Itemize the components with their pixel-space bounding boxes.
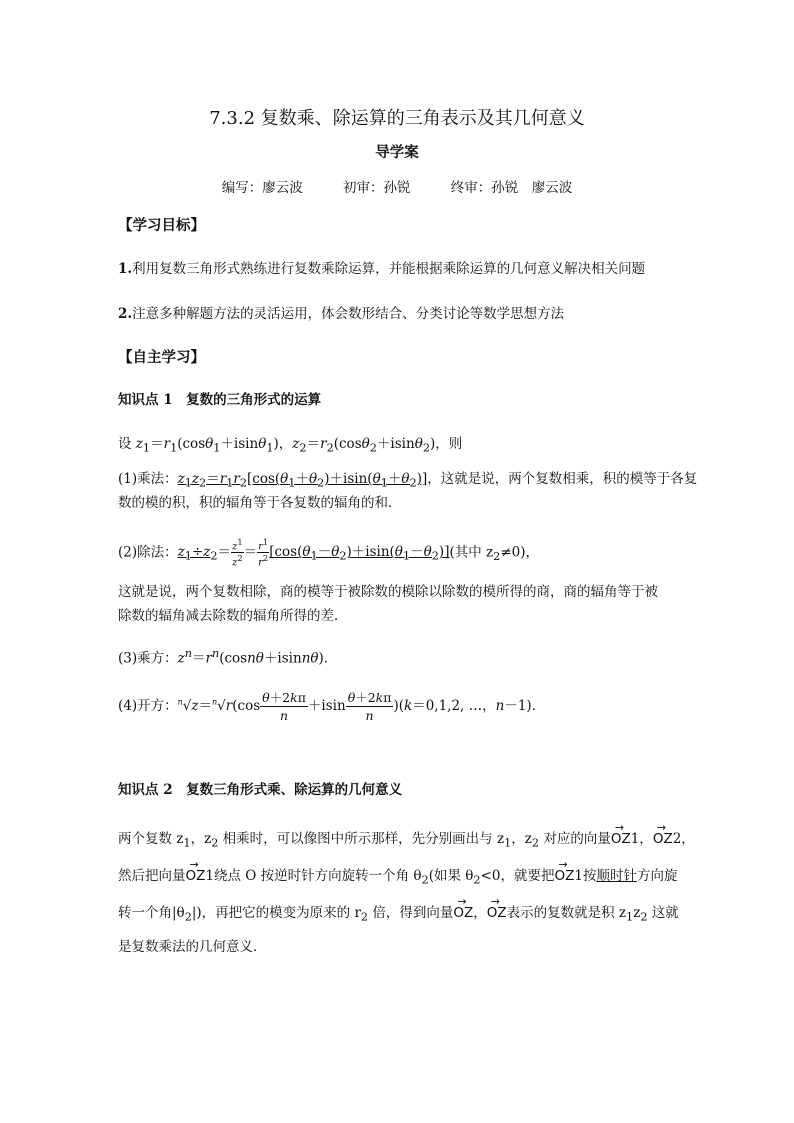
kp1-power: (3)乘方：$z^n=r^n(\cos n\theta+isinn\theta)$．: [118, 647, 338, 667]
kp1-intro: 设 $z_1=r_1(\cos\theta_1+isin\theta_1)$，$z_2=r_2(\cos\theta_2+isin\theta_2)$，则: [118, 436, 463, 455]
kp2-heading: 知识点 2 复数三角形式乘、除运算的几何意义: [118, 782, 403, 798]
kp1-heading: 知识点 1 复数的三角形式的运算: [118, 392, 322, 408]
kp1-root: (4)开方：$^n$√z＝$^n$√r(cos $\frac{\theta+2k\pi}{n}$ ＋isin $\frac{\theta+2k\pi}{n}$ )(k＝0,1,2, …，n－1)．: [118, 690, 546, 723]
kp2-paragraph-line-3: 转一个角$|\theta_2|$)，再把它的模变为原来的 $r_2$ 倍，得到向量→ OZ，→ OZ表示的复数就是积 $z_1z_2$ 这就: [118, 903, 679, 928]
goals-heading: 【学习目标】: [118, 218, 205, 234]
kp1-multiplication-cont: 数的模的积，积的辐角等于各复数的辐角的和．: [118, 495, 402, 511]
goal-item-1: 1.利用复数三角形式熟练进行复数乘除运算，并能根据乘除运算的几何意义解决相关问题: [118, 261, 646, 277]
author-editor: 编写：廖云波: [221, 180, 303, 196]
page-title: 7.3.2 复数乘、除运算的三角表示及其几何意义: [209, 108, 585, 129]
kp1-multiplication: (1)乘法：$z_1z_2=r_1r_2[\cos(\theta_1+\theta_2)+isin(\theta_1+\theta_2)]$，这就是说，两个复数相乘，积的模等于各复: [118, 471, 698, 490]
author-final-review: 终审：孙锐 廖云波: [450, 180, 573, 196]
goal-item-2: 2.注意多种解题方法的灵活运用，体会数形结合、分类讨论等数学思想方法: [118, 306, 565, 322]
kp1-division-text-1: 这就是说，两个复数相除，商的模等于被除数的模除以除数的模所得的商，商的辐角等于被: [118, 584, 658, 600]
page-subtitle: 导学案: [375, 145, 419, 161]
kp1-division: (2)除法：$z_1\div z_2=$ $\frac{z^1}{z^2}$ ＝ $\frac{r^1}{r^2}$ $[\cos(\theta_1-\theta_2)+isin(\theta_1-\theta_2)]$(其中 $z_2\ne 0$)，: [118, 537, 539, 569]
authors-line: [0, 176, 794, 196]
kp1-division-text-2: 除数的辐角减去除数的辐角所得的差．: [118, 608, 348, 624]
kp2-paragraph-line-1: 两个复数 $z_1$，$z_2$ 相乘时，可以像图中所示那样，先分别画出与 $z_1$，$z_2$ 对应的向量→ OZ1，→ OZ2，: [118, 829, 695, 854]
kp2-paragraph-line-4: 是复数乘法的几何意义．: [118, 939, 267, 955]
self-study-heading: 【自主学习】: [118, 350, 205, 366]
author-first-review: 初审：孙锐: [343, 180, 411, 196]
kp2-paragraph-line-2: 然后把向量→ OZ1绕点 O 按逆时针方向旋转一个角 $\theta_2$(如果 $\theta_2<0$，就要把→ OZ1按顺时针方向旋: [118, 866, 677, 891]
